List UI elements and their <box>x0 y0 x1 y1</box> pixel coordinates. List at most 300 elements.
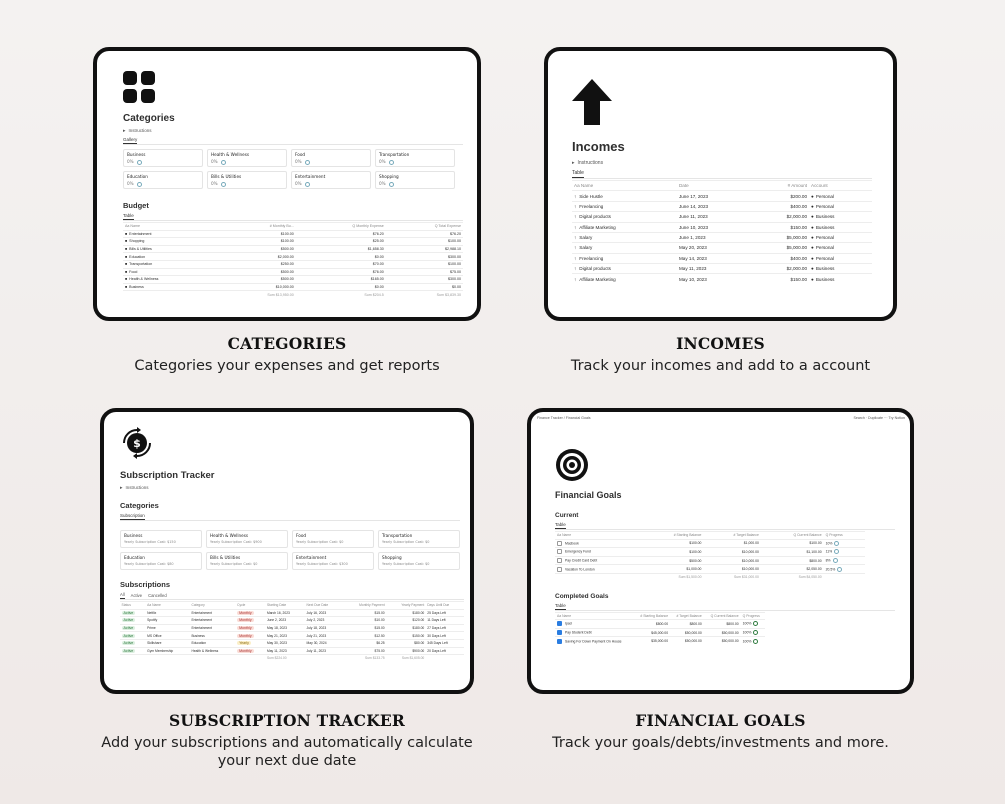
table-cell: $75.00 <box>386 268 463 276</box>
progress-ring-icon <box>753 630 758 635</box>
categories-screenshot <box>93 47 481 321</box>
total-cell <box>120 655 146 662</box>
breadcrumb-item[interactable]: Financial Goals <box>565 416 591 420</box>
table-cell: July 11, 2023 <box>305 647 343 655</box>
category-name: Food <box>295 152 306 157</box>
tab-gallery[interactable]: Gallery <box>123 137 138 142</box>
caption-subtitle: Add your subscriptions and automatically calculate your next due date <box>101 735 473 769</box>
row-name: Transportation <box>129 262 153 267</box>
progress-text: 0% <box>211 181 218 186</box>
table-header-row <box>555 532 865 540</box>
status-badge: Active <box>123 641 134 646</box>
column-header[interactable]: Date <box>677 181 753 191</box>
yearly-cost: Yearly Subscription Cost: $80 <box>124 562 174 566</box>
completed-goals-table <box>555 612 765 645</box>
table-cell <box>555 628 634 637</box>
top-bar: Finance Tracker / Financial Goals Search · Duplicate ··· Try Notion <box>537 416 905 420</box>
subscriptions-table <box>120 601 464 662</box>
total-cell <box>236 655 266 662</box>
category-name: Education <box>124 555 145 560</box>
progress-ring-icon <box>305 160 310 165</box>
account-icon: ● <box>811 245 814 251</box>
progress-ring-icon <box>137 160 142 165</box>
table-cell: $250.00 <box>218 260 295 268</box>
table-row[interactable] <box>120 624 464 632</box>
table-cell: $35,000.00 <box>634 637 670 645</box>
category-name: Business <box>124 533 143 538</box>
table-cell: $150.00 <box>386 632 426 640</box>
checkbox[interactable] <box>557 549 562 554</box>
table-cell: $10.00 <box>343 617 386 625</box>
progress-text: 100% <box>742 639 752 644</box>
category-card[interactable] <box>291 149 371 167</box>
progress-ring-icon <box>221 160 226 165</box>
table-row[interactable] <box>555 628 765 637</box>
table-cell <box>123 283 218 291</box>
status-badge: Active <box>123 610 134 615</box>
table-cell <box>123 245 218 253</box>
table-cell <box>572 222 677 232</box>
table-cell: $80.00 <box>386 639 426 647</box>
table-cell <box>555 556 641 565</box>
table-row[interactable] <box>123 260 463 268</box>
subscription-category-card[interactable] <box>206 530 288 548</box>
column-header[interactable]: Yearly Payment <box>386 602 426 610</box>
table-cell: $900.00 <box>386 647 426 655</box>
table-cell: June 17, 2023 <box>677 191 753 201</box>
category-progress <box>211 159 283 165</box>
caption-title: CATEGORIES <box>227 334 347 353</box>
progress-text: 11% <box>825 549 833 554</box>
table-row[interactable] <box>555 539 865 548</box>
yearly-cost: Yearly Subscription Cost: $0 <box>296 540 344 544</box>
category-progress <box>295 181 367 187</box>
account-name: Personal <box>815 235 834 241</box>
progress-ring-icon <box>833 558 838 563</box>
category-icon: ■ <box>125 247 128 252</box>
table-row[interactable] <box>572 232 872 242</box>
checkbox[interactable] <box>557 567 562 572</box>
column-header[interactable]: Q Current Balance <box>761 532 824 540</box>
category-name: Entertainment <box>296 555 327 560</box>
table-row[interactable] <box>123 276 463 284</box>
table-row[interactable] <box>555 620 765 629</box>
account-icon: ● <box>811 276 814 282</box>
table-cell: $100.00 <box>641 539 703 548</box>
column-header[interactable]: Cycle <box>236 602 266 610</box>
table-row[interactable] <box>123 253 463 261</box>
total-cell: Sum $1,500.00 <box>641 573 703 580</box>
table-cell: $50,000.00 <box>704 628 741 637</box>
table-cell: $70.00 <box>296 260 386 268</box>
account-name: Business <box>815 224 835 230</box>
table-row[interactable] <box>572 264 872 274</box>
account-name: Business <box>815 276 835 282</box>
table-cell: July 18, 2023 <box>305 624 343 632</box>
instructions-toggle[interactable]: ▸ Instructions <box>572 160 604 166</box>
totals-row <box>123 291 463 298</box>
progress-ring-icon <box>221 182 226 187</box>
try-notion-button[interactable]: Try Notion <box>888 416 905 420</box>
checkbox[interactable] <box>557 621 562 626</box>
category-icon: ■ <box>125 262 128 267</box>
table-cell <box>809 201 872 211</box>
instructions-toggle[interactable]: ▸ Instructions <box>123 128 152 134</box>
category-card[interactable] <box>291 171 371 189</box>
subscription-category-card[interactable] <box>120 552 202 570</box>
column-header[interactable]: Days Until Due <box>426 602 464 610</box>
table-cell: $0.00 <box>296 253 386 261</box>
completed-title: Completed Goals <box>555 592 609 600</box>
column-header[interactable]: Monthly Payment <box>343 602 386 610</box>
category-name: Bills & Utilities <box>211 174 242 179</box>
account-icon: ● <box>811 203 814 209</box>
tab-table[interactable]: Table <box>572 170 584 176</box>
table-cell: 11 Days Left <box>426 617 464 625</box>
row-name: Education <box>129 254 146 259</box>
category-name: Bills & Utilities <box>210 555 241 560</box>
income-name: Side Hustle <box>579 193 603 199</box>
table-cell: $1,000.00 <box>641 565 703 574</box>
table-header-row <box>572 181 872 191</box>
table-row[interactable] <box>123 283 463 291</box>
arrow-up-icon: ↑ <box>574 266 577 272</box>
table-cell: $800.00 <box>704 620 741 629</box>
column-header[interactable]: Aa Name <box>555 532 641 540</box>
table-row[interactable] <box>120 632 464 640</box>
table-row[interactable] <box>123 268 463 276</box>
progress-text: 0% <box>295 159 302 164</box>
table-cell <box>120 647 146 655</box>
table-cell: May 21, 2023 <box>265 632 305 640</box>
table-cell <box>809 253 872 263</box>
column-header[interactable]: Aa Name <box>572 181 677 191</box>
subscription-tab[interactable]: All <box>120 592 125 597</box>
column-header[interactable]: # Starting Balance <box>641 532 703 540</box>
table-cell: $76.00 <box>296 268 386 276</box>
account-icon: ● <box>811 255 814 261</box>
total-cell <box>123 291 218 298</box>
table-cell <box>555 539 641 548</box>
category-icon: ■ <box>125 239 128 244</box>
table-cell: Prime <box>146 624 190 632</box>
yearly-cost: Yearly Subscription Cost: $0 <box>382 562 430 566</box>
total-cell <box>305 655 343 662</box>
table-cell: 345 Days Left <box>426 639 464 647</box>
financial-goals-caption <box>527 711 914 752</box>
category-icon: ■ <box>125 277 128 282</box>
incomes-screenshot <box>544 47 897 321</box>
table-cell <box>809 264 872 274</box>
table-cell: $6.25 <box>343 639 386 647</box>
column-header[interactable]: Status <box>120 602 146 610</box>
progress-ring-icon <box>389 160 394 165</box>
table-cell: $15.00 <box>343 609 386 617</box>
subscription-caption <box>90 711 484 770</box>
table-row[interactable] <box>572 222 872 232</box>
total-cell <box>146 655 190 662</box>
table-cell <box>236 647 266 655</box>
breadcrumb-item[interactable]: Finance Tracker <box>537 416 563 420</box>
table-cell <box>555 565 641 574</box>
table-cell: 30 Days Left <box>426 632 464 640</box>
table-cell <box>120 624 146 632</box>
table-cell: June 14, 2023 <box>677 201 753 211</box>
account-name: Personal <box>815 193 834 199</box>
table-cell <box>236 632 266 640</box>
table-cell: $25.00 <box>296 238 386 246</box>
tab-table[interactable]: Table <box>555 522 566 527</box>
table-cell: $1,100.00 <box>761 548 824 557</box>
checkbox[interactable] <box>557 639 562 644</box>
arrow-up-icon: ↑ <box>574 214 577 220</box>
progress-text: 0% <box>127 159 134 164</box>
table-cell: Netflix <box>146 609 190 617</box>
income-name: Affiliate Marketing <box>579 224 616 230</box>
subscription-view-tabs <box>120 592 464 600</box>
page-title: Subscription Tracker <box>120 470 215 481</box>
table-cell: Entertainment <box>190 624 236 632</box>
table-cell: $500.00 <box>218 268 295 276</box>
column-header[interactable]: Q Progress <box>741 612 765 620</box>
total-cell: Sum $204.5 <box>296 291 386 298</box>
table-row[interactable] <box>120 639 464 647</box>
subscription-tab[interactable]: Cancelled <box>148 593 167 598</box>
table-cell <box>741 628 765 637</box>
table-header-row <box>120 602 464 610</box>
table-cell <box>572 191 677 201</box>
checkbox[interactable] <box>557 558 562 563</box>
cycle-badge: Monthly <box>239 648 252 653</box>
subscription-category-card[interactable] <box>120 530 202 548</box>
totals-row <box>555 573 865 580</box>
table-row[interactable] <box>555 548 865 557</box>
category-card[interactable] <box>123 149 203 167</box>
progress-ring-icon <box>389 182 394 187</box>
table-cell <box>572 253 677 263</box>
row-name: Bills & Utilities <box>129 247 152 252</box>
table-cell: Entertainment <box>190 609 236 617</box>
category-name: Food <box>296 533 307 538</box>
table-cell: $5,000.00 <box>753 243 809 253</box>
table-cell: $500.00 <box>218 245 295 253</box>
income-name: Digital products <box>579 266 611 272</box>
progress-ring-icon <box>834 541 839 546</box>
category-progress <box>127 181 199 187</box>
table-row[interactable] <box>572 212 872 222</box>
table-row[interactable] <box>572 201 872 211</box>
table-cell <box>236 624 266 632</box>
column-header[interactable]: # Target Balance <box>670 612 704 620</box>
subscription-category-card[interactable] <box>292 530 374 548</box>
category-card[interactable] <box>207 171 287 189</box>
instructions-toggle[interactable]: ▸ Instructions <box>120 485 149 491</box>
category-progress <box>379 159 451 165</box>
column-header[interactable]: Q Progress <box>824 532 865 540</box>
account-icon: ● <box>811 224 814 230</box>
table-cell <box>809 191 872 201</box>
account-icon: ● <box>811 266 814 272</box>
table-cell <box>120 609 146 617</box>
current-goals-table <box>555 531 865 581</box>
status-badge: Active <box>123 618 134 623</box>
checkbox[interactable] <box>557 541 562 546</box>
category-card[interactable] <box>207 149 287 167</box>
row-name: Health & Wellness <box>129 277 159 282</box>
table-row[interactable] <box>120 617 464 625</box>
table-cell: $800.00 <box>761 556 824 565</box>
total-cell: Sum $224.00 <box>265 655 305 662</box>
caption-title: SUBSCRIPTION TRACKER <box>169 711 405 730</box>
category-name: Transportation <box>379 152 410 157</box>
incomes-caption <box>544 334 897 375</box>
column-header[interactable]: Aa Name <box>555 612 634 620</box>
table-cell <box>120 632 146 640</box>
total-cell: Sum $1,605.00 <box>386 655 426 662</box>
column-header[interactable]: Q Current Balance <box>704 612 741 620</box>
table-cell <box>123 238 218 246</box>
subscription-tab[interactable]: Active <box>130 593 143 598</box>
table-cell: $100.00 <box>761 539 824 548</box>
table-header-row <box>123 223 463 231</box>
page-title: Financial Goals <box>555 490 622 500</box>
income-name: Salary <box>579 245 593 251</box>
tab-table[interactable]: Table <box>123 213 134 218</box>
progress-text: 100% <box>742 621 752 626</box>
table-row[interactable] <box>555 565 865 574</box>
table-row[interactable] <box>572 191 872 201</box>
table-row[interactable] <box>123 238 463 246</box>
category-name: Shopping <box>382 555 402 560</box>
table-cell: $100.00 <box>386 238 463 246</box>
column-header[interactable]: Aa Name <box>146 602 190 610</box>
arrow-up-icon <box>572 79 612 125</box>
table-row[interactable] <box>572 253 872 263</box>
goal-name: Vacation To London <box>565 567 595 572</box>
table-row[interactable] <box>120 647 464 655</box>
table-cell: $300.00 <box>386 253 463 261</box>
subscription-category-card[interactable] <box>378 530 460 548</box>
tab-subscription[interactable]: Subscription <box>120 513 145 518</box>
table-cell: May 30, 2023 <box>265 639 305 647</box>
category-card[interactable] <box>375 171 455 189</box>
table-cell <box>236 609 266 617</box>
table-cell <box>572 232 677 242</box>
table-cell: July 16, 2023 <box>305 609 343 617</box>
table-row[interactable] <box>120 609 464 617</box>
progress-text: 0% <box>295 181 302 186</box>
column-header[interactable]: # Amount <box>753 181 809 191</box>
yearly-cost: Yearly Subscription Cost: $150 <box>124 540 176 544</box>
table-cell: May 10, 2023 <box>677 274 753 284</box>
row-name: Entertainment <box>129 231 152 236</box>
column-header[interactable]: Q Monthly Expense <box>296 223 386 231</box>
row-name: Food <box>129 269 138 274</box>
table-row[interactable] <box>123 230 463 238</box>
subscription-category-card[interactable] <box>206 552 288 570</box>
column-header[interactable]: Q Total Expense <box>386 223 463 231</box>
column-header[interactable]: Next Due Date <box>305 602 343 610</box>
table-cell <box>120 639 146 647</box>
grid-icon <box>123 71 155 103</box>
table-cell <box>123 268 218 276</box>
column-header[interactable]: # Target Balance <box>703 532 760 540</box>
subscription-category-card[interactable] <box>378 552 460 570</box>
table-cell <box>809 232 872 242</box>
caption-title: INCOMES <box>676 334 765 353</box>
target-icon <box>555 448 589 482</box>
column-header[interactable]: # Monthly Bu... <box>218 223 295 231</box>
table-cell: MS Office <box>146 632 190 640</box>
progress-text: 0% <box>211 159 218 164</box>
progress-text: 100% <box>742 630 752 635</box>
category-progress <box>127 159 199 165</box>
table-cell <box>824 539 865 548</box>
table-row[interactable] <box>555 637 765 645</box>
subscription-category-card[interactable] <box>292 552 374 570</box>
table-cell: $15.00 <box>343 624 386 632</box>
total-cell: Sum $133.75 <box>343 655 386 662</box>
table-cell: 25 Days Left <box>426 609 464 617</box>
cycle-badge: Monthly <box>239 618 252 623</box>
duplicate-button[interactable]: Duplicate <box>868 416 884 420</box>
yearly-cost: Yearly Subscription Cost: $0 <box>210 562 258 566</box>
search-button[interactable]: Search <box>853 416 865 420</box>
checkbox[interactable] <box>557 630 562 635</box>
table-cell: $2,988.10 <box>386 245 463 253</box>
table-cell <box>741 620 765 629</box>
status-badge: Active <box>123 626 134 631</box>
column-header[interactable]: Aa Name <box>123 223 218 231</box>
page-title: Categories <box>123 113 175 124</box>
column-header[interactable]: Starting Date <box>265 602 305 610</box>
table-header-row <box>555 612 765 620</box>
table-row[interactable] <box>572 243 872 253</box>
category-name: Entertainment <box>295 174 326 179</box>
table-row[interactable] <box>123 245 463 253</box>
table-cell <box>120 617 146 625</box>
total-cell <box>824 573 865 580</box>
table-cell: $10,000.00 <box>703 548 760 557</box>
account-icon: ● <box>811 235 814 241</box>
table-cell: $150.00 <box>753 222 809 232</box>
table-cell: $0.00 <box>386 283 463 291</box>
category-card[interactable] <box>123 171 203 189</box>
table-row[interactable] <box>572 274 872 284</box>
table-cell <box>572 243 677 253</box>
column-header[interactable]: Category <box>190 602 236 610</box>
table-cell: $120.00 <box>386 617 426 625</box>
table-cell <box>123 276 218 284</box>
income-name: Freelancing <box>579 203 604 209</box>
cycle-badge: Monthly <box>239 633 252 638</box>
table-cell: $1,000.00 <box>703 539 760 548</box>
column-header[interactable]: # Starting Balance <box>634 612 670 620</box>
table-cell: $2,000.00 <box>753 212 809 222</box>
total-cell: Sum $31,000.00 <box>703 573 760 580</box>
column-header[interactable]: Account <box>809 181 872 191</box>
table-cell: July 2, 2023 <box>305 617 343 625</box>
category-card[interactable] <box>375 149 455 167</box>
incomes-table <box>572 180 872 284</box>
table-cell: $400.00 <box>753 201 809 211</box>
table-row[interactable] <box>555 556 865 565</box>
table-cell <box>123 253 218 261</box>
category-icon: ■ <box>125 254 128 259</box>
subscriptions-title: Subscriptions <box>120 580 171 589</box>
tab-table[interactable]: Table <box>555 602 566 608</box>
progress-ring-icon <box>137 182 142 187</box>
